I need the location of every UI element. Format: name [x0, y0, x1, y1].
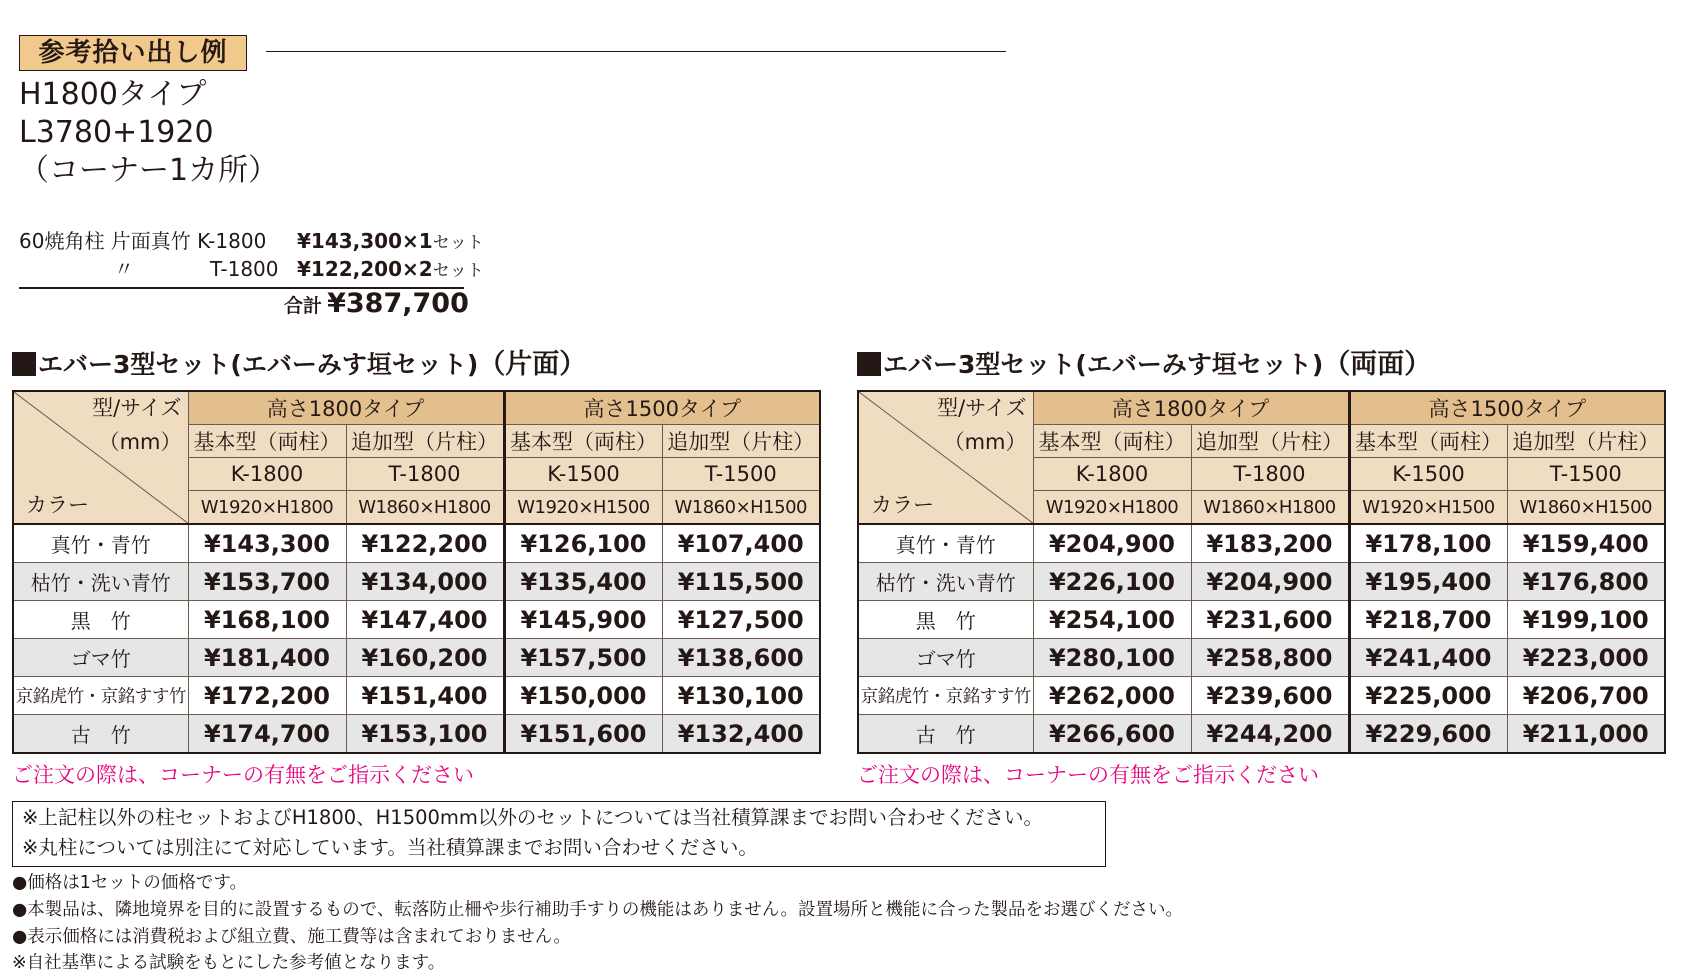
notice-line-2: ※丸柱については別注にて対応しています。当社積算課までお問い合わせください。	[22, 836, 758, 859]
price-cell: ¥153,100	[346, 715, 504, 754]
price-cell: ¥254,100	[1033, 601, 1191, 639]
example-corner: （コーナー1カ所）	[19, 153, 279, 188]
price-cell: ¥107,400	[662, 524, 820, 563]
type-header: 基本型（両柱）	[188, 425, 346, 458]
size-header: W1860×H1800	[346, 491, 504, 525]
calc-row-2-amount	[297, 255, 484, 285]
model-header: T-1500	[662, 458, 820, 491]
calc-row-1-desc: 60焼角柱 片面真竹 K-1800	[19, 229, 267, 253]
row-color-label: ゴマ竹	[13, 639, 188, 677]
table-title-paren: （片面）	[478, 349, 587, 380]
model-header: K-1800	[188, 458, 346, 491]
price-cell: ¥258,800	[1191, 639, 1349, 677]
size-header: W1860×H1800	[1191, 491, 1349, 525]
price-cell: ¥130,100	[662, 677, 820, 715]
table-row	[858, 524, 1665, 563]
size-header: W1920×H1500	[1349, 491, 1507, 525]
corner-type-size-label: 型/サイズ	[92, 396, 182, 420]
price-cell: ¥226,100	[1033, 563, 1191, 601]
calc-row-2-price: ¥122,200	[297, 257, 403, 281]
size-header: W1920×H1800	[188, 491, 346, 525]
calc-row-1-qty: ×1	[402, 229, 433, 253]
calc-row-1-amount	[297, 227, 484, 257]
model-header: T-1800	[1191, 458, 1349, 491]
calc-row-1-price: ¥143,300	[297, 229, 403, 253]
price-cell: ¥134,000	[346, 563, 504, 601]
model-header: K-1500	[504, 458, 662, 491]
row-color-label: 真竹・青竹	[13, 524, 188, 563]
price-cell: ¥135,400	[504, 563, 662, 601]
notice-line-1: ※上記柱以外の柱セットおよびH1800、H1500mm以外のセットについては当社積算課までお問い合わせください。	[22, 806, 1044, 829]
type-header: 基本型（両柱）	[1349, 425, 1507, 458]
group-header: 高さ1800タイプ	[1033, 391, 1349, 425]
price-cell: ¥153,700	[188, 563, 346, 601]
footnote-2: ●本製品は、隣地境界を目的に設置するもので、転落防止柵や歩行補助手すりの機能はありません。設置場所と機能に合った製品をお選びください。	[12, 900, 1183, 920]
calc-row-1-unit: セット	[432, 233, 484, 253]
corner-note-double: ご注文の際は、コーナーの有無をご指示ください	[857, 763, 1319, 787]
price-cell: ¥151,600	[504, 715, 662, 754]
group-header: 高さ1800タイプ	[188, 391, 504, 425]
table-row	[858, 677, 1665, 715]
type-header: 基本型（両柱）	[504, 425, 662, 458]
price-cell: ¥239,600	[1191, 677, 1349, 715]
model-header: K-1800	[1033, 458, 1191, 491]
table-row	[13, 601, 820, 639]
size-header: W1920×H1800	[1033, 491, 1191, 525]
row-color-label: 枯竹・洗い青竹	[13, 563, 188, 601]
price-cell: ¥172,200	[188, 677, 346, 715]
square-bullet-icon	[12, 352, 36, 376]
price-cell: ¥174,700	[188, 715, 346, 754]
price-cell: ¥150,000	[504, 677, 662, 715]
table-title-double-sided	[857, 349, 1431, 381]
row-color-label: 古 竹	[858, 715, 1033, 754]
type-header: 追加型（片柱）	[1191, 425, 1349, 458]
calc-total-label: 合計	[284, 295, 323, 317]
price-cell: ¥229,600	[1349, 715, 1507, 754]
price-cell: ¥244,200	[1191, 715, 1349, 754]
type-header: 基本型（両柱）	[1033, 425, 1191, 458]
row-color-label: 黒 竹	[858, 601, 1033, 639]
corner-type-size-label: 型/サイズ	[937, 396, 1027, 420]
calc-row-2-ditto: 〃	[114, 257, 134, 281]
row-color-label: 古 竹	[13, 715, 188, 754]
price-cell: ¥195,400	[1349, 563, 1507, 601]
table-title-single-sided	[12, 349, 586, 381]
model-header: K-1500	[1349, 458, 1507, 491]
example-type: H1800タイプ	[19, 77, 207, 112]
footnote-1: ●価格は1セットの価格です。	[12, 873, 248, 893]
table-row	[858, 715, 1665, 754]
price-cell: ¥122,200	[346, 524, 504, 563]
price-cell: ¥178,100	[1349, 524, 1507, 563]
calc-row-2-unit: セット	[432, 261, 484, 281]
row-color-label: 枯竹・洗い青竹	[858, 563, 1033, 601]
table-title-main: エバー3型セット(エバーみす垣セット)	[883, 350, 1324, 379]
price-cell: ¥143,300	[188, 524, 346, 563]
header-corner	[858, 391, 1033, 524]
footnote-4: ※自社基準による試験をもとにした参考値となります。	[12, 953, 446, 973]
price-cell: ¥168,100	[188, 601, 346, 639]
price-cell: ¥199,100	[1507, 601, 1665, 639]
calc-total	[284, 288, 469, 319]
model-header: T-1500	[1507, 458, 1665, 491]
size-header: W1860×H1500	[1507, 491, 1665, 525]
price-cell: ¥204,900	[1191, 563, 1349, 601]
price-cell: ¥151,400	[346, 677, 504, 715]
price-cell: ¥183,200	[1191, 524, 1349, 563]
price-cell: ¥159,400	[1507, 524, 1665, 563]
row-color-label: 黒 竹	[13, 601, 188, 639]
table-row	[13, 677, 820, 715]
price-cell: ¥132,400	[662, 715, 820, 754]
row-color-label: 京銘虎竹・京銘すす竹	[858, 677, 1033, 715]
example-tag: 参考拾い出し例	[19, 35, 247, 71]
price-cell: ¥147,400	[346, 601, 504, 639]
price-cell: ¥145,900	[504, 601, 662, 639]
price-cell: ¥176,800	[1507, 563, 1665, 601]
corner-note-single: ご注文の際は、コーナーの有無をご指示ください	[12, 763, 474, 787]
calc-row-2-model: T-1800	[210, 257, 279, 281]
price-cell: ¥206,700	[1507, 677, 1665, 715]
table-row	[858, 639, 1665, 677]
price-cell: ¥181,400	[188, 639, 346, 677]
model-header: T-1800	[346, 458, 504, 491]
square-bullet-icon	[857, 352, 881, 376]
row-color-label: 真竹・青竹	[858, 524, 1033, 563]
type-header: 追加型（片柱）	[1507, 425, 1665, 458]
price-cell: ¥231,600	[1191, 601, 1349, 639]
table-row	[13, 563, 820, 601]
price-cell: ¥127,500	[662, 601, 820, 639]
type-header: 追加型（片柱）	[346, 425, 504, 458]
price-cell: ¥138,600	[662, 639, 820, 677]
row-color-label: ゴマ竹	[858, 639, 1033, 677]
example-length: L3780+1920	[19, 115, 214, 150]
table-title-main: エバー3型セット(エバーみす垣セット)	[38, 350, 479, 379]
price-cell: ¥266,600	[1033, 715, 1191, 754]
price-cell: ¥262,000	[1033, 677, 1191, 715]
corner-unit-label: （mm）	[98, 430, 182, 454]
corner-color-label: カラー	[26, 493, 89, 517]
price-cell: ¥241,400	[1349, 639, 1507, 677]
size-header: W1860×H1500	[662, 491, 820, 525]
price-cell: ¥157,500	[504, 639, 662, 677]
group-header: 高さ1500タイプ	[504, 391, 820, 425]
example-rule	[266, 51, 1006, 52]
price-cell: ¥225,000	[1349, 677, 1507, 715]
corner-unit-label: （mm）	[943, 430, 1027, 454]
price-cell: ¥223,000	[1507, 639, 1665, 677]
table-row	[13, 524, 820, 563]
table-row	[858, 601, 1665, 639]
table-row	[858, 563, 1665, 601]
table-row	[13, 639, 820, 677]
price-cell: ¥115,500	[662, 563, 820, 601]
type-header: 追加型（片柱）	[662, 425, 820, 458]
price-table	[857, 390, 1666, 754]
footnote-3: ●表示価格には消費税および組立費、施工費等は含まれておりません。	[12, 927, 571, 947]
table-row	[13, 715, 820, 754]
price-cell: ¥218,700	[1349, 601, 1507, 639]
header-corner	[13, 391, 188, 524]
group-header: 高さ1500タイプ	[1349, 391, 1665, 425]
price-cell: ¥204,900	[1033, 524, 1191, 563]
price-table	[12, 390, 821, 754]
row-color-label: 京銘虎竹・京銘すす竹	[13, 677, 188, 715]
price-cell: ¥160,200	[346, 639, 504, 677]
table-title-paren: （両面）	[1323, 349, 1432, 380]
price-cell: ¥280,100	[1033, 639, 1191, 677]
calc-row-2-qty: ×2	[402, 257, 433, 281]
calc-total-value: ¥387,700	[327, 288, 469, 319]
size-header: W1920×H1500	[504, 491, 662, 525]
price-cell: ¥211,000	[1507, 715, 1665, 754]
price-cell: ¥126,100	[504, 524, 662, 563]
corner-color-label: カラー	[871, 493, 934, 517]
